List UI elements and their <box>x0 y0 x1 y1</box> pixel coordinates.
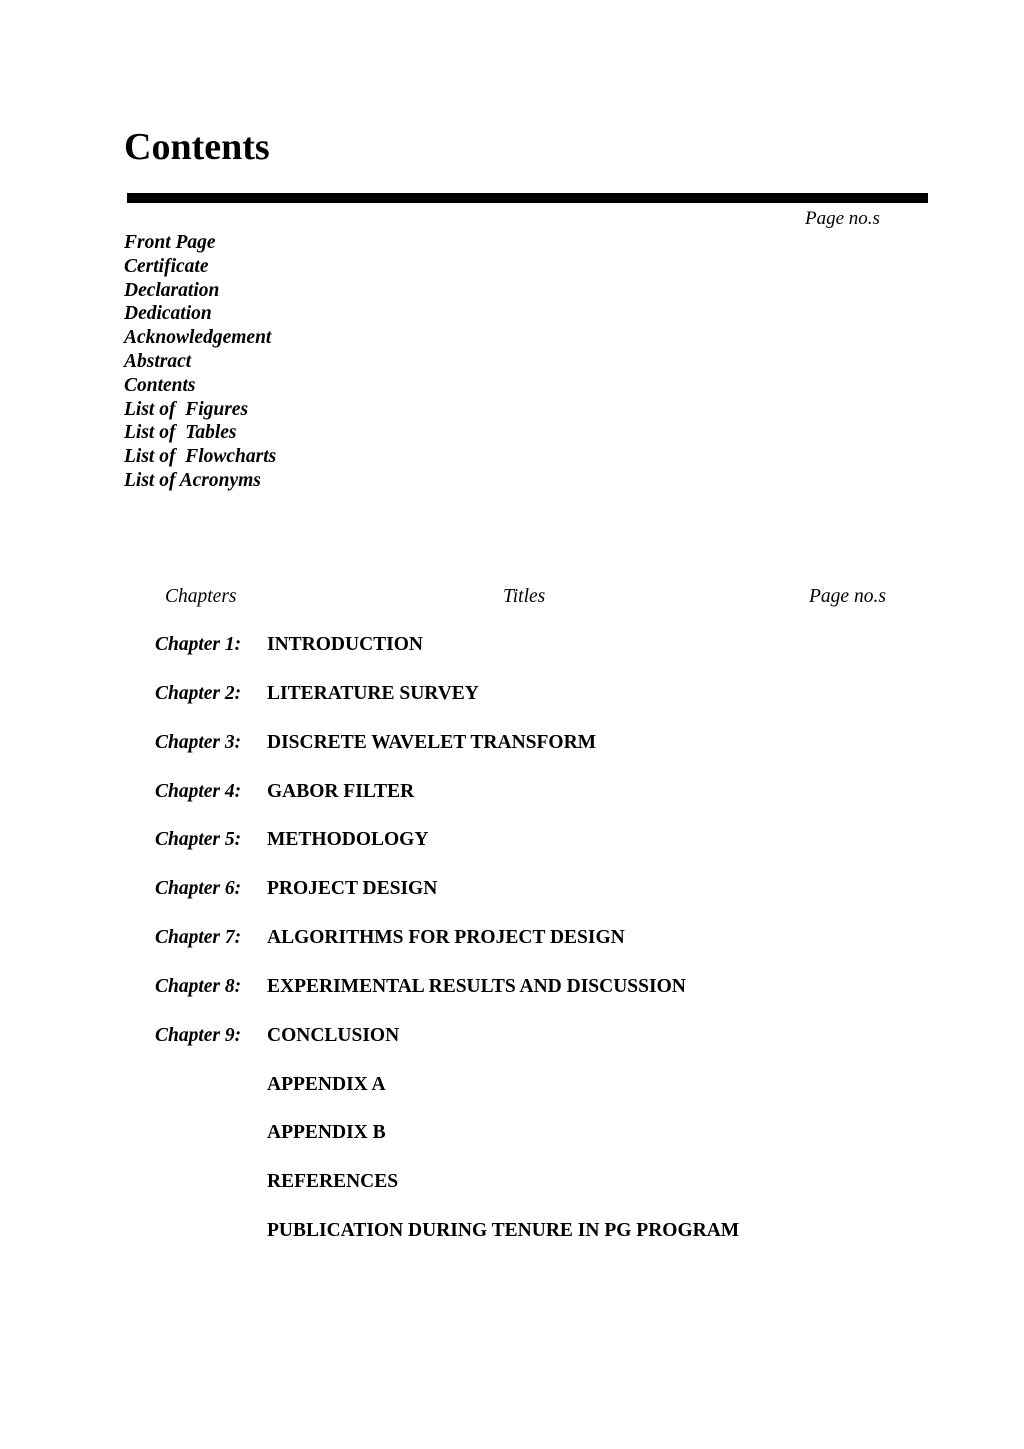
chapter-row <box>0 1073 1024 1122</box>
chapter-row <box>0 877 1024 926</box>
front-matter-item: Dedication <box>124 303 212 325</box>
chapter-row <box>0 1219 1024 1268</box>
chapter-title: DISCRETE WAVELET TRANSFORM <box>267 731 597 753</box>
chapter-title: LITERATURE SURVEY <box>267 682 479 704</box>
front-matter-item: Declaration <box>124 279 220 301</box>
chapter-number: Chapter 5: <box>155 829 242 851</box>
chapter-number: Chapter 9: <box>155 1024 242 1046</box>
front-matter-item: List of Figures <box>124 398 249 420</box>
chapter-title: GABOR FILTER <box>267 780 415 802</box>
chapter-row <box>0 926 1024 975</box>
chapter-title: EXPERIMENTAL RESULTS AND DISCUSSION <box>267 975 686 997</box>
front-matter-item: Abstract <box>124 350 192 372</box>
chapter-number: Chapter 8: <box>155 975 242 997</box>
chapter-row <box>0 1121 1024 1170</box>
chapter-list <box>0 633 1024 1268</box>
chapter-row <box>0 633 1024 682</box>
title-rule <box>127 193 928 203</box>
chapter-title: INTRODUCTION <box>267 634 424 655</box>
chapter-title: METHODOLOGY <box>267 829 429 851</box>
front-matter-list <box>124 231 276 493</box>
chapter-number: Chapter 7: <box>155 927 242 949</box>
chapter-title: PROJECT DESIGN <box>267 878 438 900</box>
chapter-number: Chapter 1: <box>155 634 242 655</box>
publication-title: PUBLICATION DURING TENURE IN PG PROGRAM <box>267 1220 740 1242</box>
front-matter-item: List of Flowcharts <box>124 446 277 468</box>
page-title: Contents <box>124 126 270 168</box>
chapter-title: ALGORITHMS FOR PROJECT DESIGN <box>267 927 625 949</box>
chapter-number: Chapter 3: <box>155 731 242 753</box>
chapter-row <box>0 731 1024 780</box>
chapter-row <box>0 828 1024 877</box>
chapter-row <box>0 1170 1024 1219</box>
chapter-row <box>0 1024 1024 1073</box>
column-header-chapters: Chapters <box>165 586 237 607</box>
column-header-titles: Titles <box>503 586 546 607</box>
column-header-page-numbers: Page no.s <box>809 586 886 607</box>
prelim-page-number-header: Page no.s <box>805 208 880 229</box>
chapter-title: CONCLUSION <box>267 1024 400 1046</box>
appendix-title: APPENDIX B <box>267 1122 386 1144</box>
chapter-number: Chapter 4: <box>155 780 242 802</box>
front-matter-item: List of Tables <box>124 422 237 444</box>
front-matter-item: Front Page <box>124 232 216 253</box>
appendix-title: APPENDIX A <box>267 1073 386 1095</box>
chapter-row <box>0 682 1024 731</box>
front-matter-item: Acknowledgement <box>124 327 272 349</box>
references-title: REFERENCES <box>267 1171 399 1193</box>
front-matter-item: List of Acronyms <box>124 469 261 491</box>
chapter-number: Chapter 6: <box>155 878 242 900</box>
front-matter-item: Contents <box>124 374 196 396</box>
front-matter-item: Certificate <box>124 255 209 277</box>
chapter-number: Chapter 2: <box>155 682 242 704</box>
chapter-row <box>0 975 1024 1024</box>
chapter-row <box>0 780 1024 829</box>
